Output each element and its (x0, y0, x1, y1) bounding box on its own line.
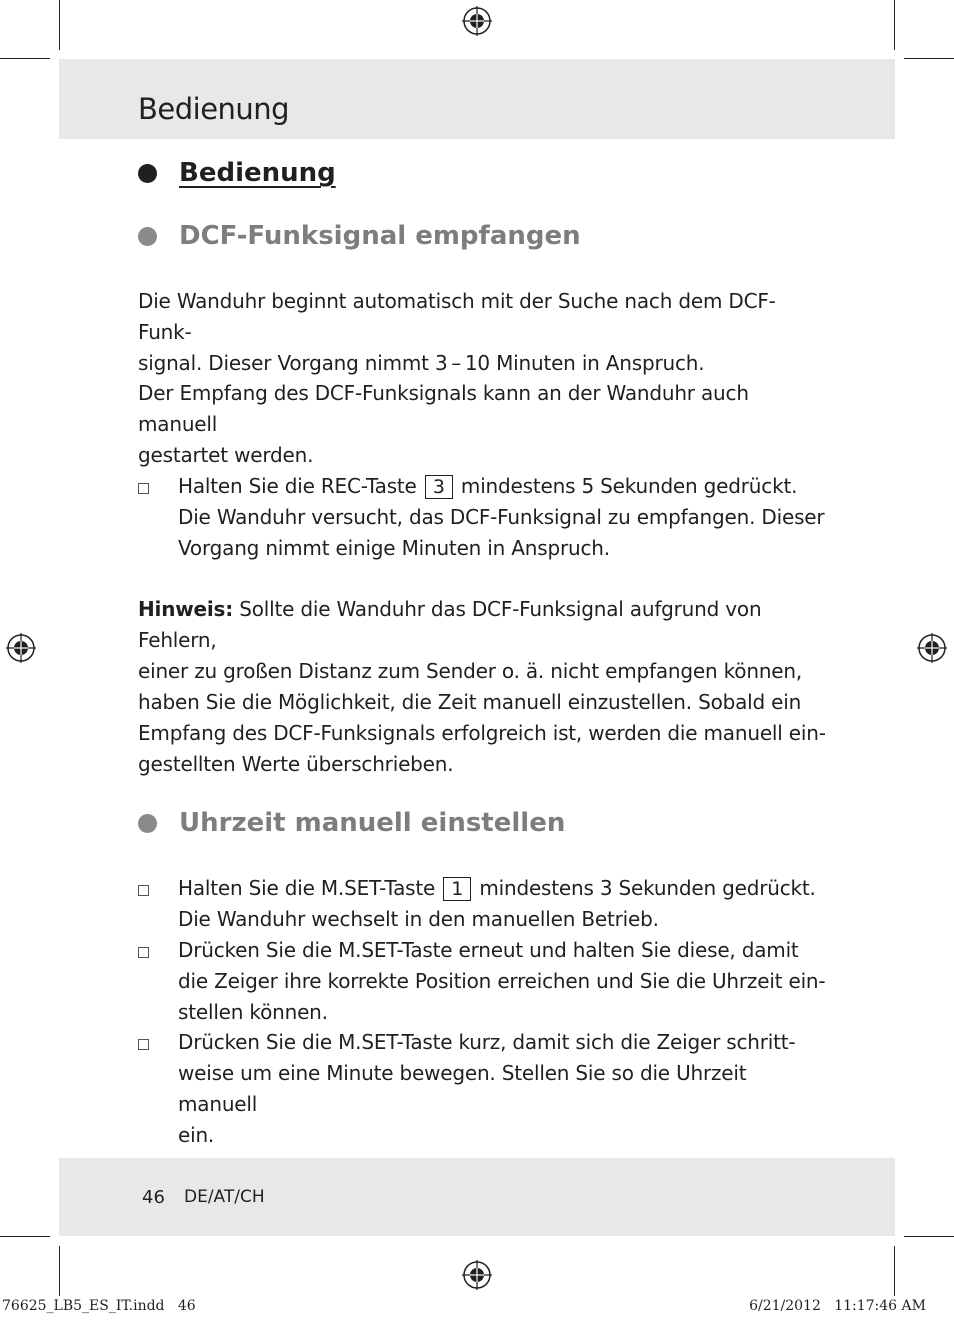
section-heading-dcf (138, 221, 581, 251)
crop-mark (904, 1236, 954, 1237)
list-item-mset-short (138, 1027, 828, 1151)
registration-mark-icon (917, 633, 947, 663)
slug-filename: 76625_LB5_ES_IT.indd 46 (2, 1298, 196, 1314)
registration-mark-icon (462, 1260, 492, 1290)
text-line: ein. (178, 1123, 215, 1147)
paragraph-dcf-intro (138, 286, 828, 379)
text-line: weise um eine Minute bewegen. Stellen Sie so die Uhrzeit manuell (178, 1061, 747, 1116)
checkbox-bullet-icon (138, 947, 149, 958)
step-text: mindestens 3 Sekunden gedrückt. (479, 876, 816, 900)
crop-mark (0, 1236, 50, 1237)
slug-timestamp: 6/21/2012 11:17:46 AM (749, 1298, 926, 1314)
list-item-rec-step (138, 471, 828, 564)
text-line: signal. Dieser Vorgang nimmt 3 – 10 Minuten in Anspruch. (138, 351, 705, 375)
text-line: Drücken Sie die M.SET-Taste erneut und halten Sie diese, damit (178, 938, 799, 962)
heading-text: Bedienung (179, 158, 336, 188)
step-text: mindestens 5 Sekunden gedrückt. (460, 474, 798, 498)
text-line: Die Wanduhr versucht, das DCF-Funksignal zu empfangen. Dieser (178, 505, 825, 529)
crop-mark (904, 58, 954, 59)
section-heading-uhrzeit (138, 808, 565, 838)
text-line: die Zeiger ihre korrekte Position erreichen und Sie die Uhrzeit ein- (178, 969, 826, 993)
region-label: DE/AT/CH (184, 1187, 265, 1207)
text-line: Der Empfang des DCF-Funksignals kann an der Wanduhr auch manuell (138, 381, 749, 436)
crop-mark (894, 0, 895, 50)
heading-text: Uhrzeit manuell einstellen (179, 808, 566, 838)
text-line: Die Wanduhr beginnt automatisch mit der Suche nach dem DCF-Funk- (138, 289, 776, 344)
key-number-badge: 1 (443, 877, 471, 901)
note-paragraph (138, 594, 828, 780)
list-item-mset-press-hold (138, 935, 828, 1028)
section-heading-bedienung (138, 158, 336, 188)
checkbox-bullet-icon (138, 885, 149, 896)
text-line: gestartet werden. (138, 443, 314, 467)
text-line: einer zu großen Distanz zum Sender o. ä. nicht empfangen können, (138, 659, 803, 683)
text-line: gestellten Werte überschrieben. (138, 752, 454, 776)
page-number: 46 (142, 1187, 165, 1208)
bullet-dot-icon (138, 164, 157, 183)
page-header-title: Bedienung (138, 92, 290, 126)
note-label: Hinweis: (138, 597, 234, 621)
crop-mark (0, 58, 50, 59)
bullet-dot-icon (138, 227, 157, 246)
text-line (178, 471, 828, 502)
bullet-dot-icon (138, 814, 157, 833)
text-line (138, 594, 828, 656)
text-line: Vorgang nimmt einige Minuten in Anspruch. (178, 536, 610, 560)
paragraph-dcf-manual (138, 378, 828, 471)
key-number-badge: 3 (425, 475, 453, 499)
text-line: stellen können. (178, 1000, 328, 1024)
checkbox-bullet-icon (138, 483, 149, 494)
list-item-mset-hold (138, 873, 828, 935)
text-line (178, 873, 828, 904)
text-line: haben Sie die Möglichkeit, die Zeit manuell einzustellen. Sobald ein (138, 690, 802, 714)
heading-text: DCF-Funksignal empfangen (179, 221, 581, 251)
crop-mark (59, 0, 60, 50)
registration-mark-icon (462, 6, 492, 36)
registration-mark-icon (6, 633, 36, 663)
step-text: Halten Sie die REC-Taste (178, 474, 417, 498)
text-line: Empfang des DCF-Funksignals erfolgreich ist, werden die manuell ein- (138, 721, 826, 745)
text-line: Drücken Sie die M.SET-Taste kurz, damit sich die Zeiger schritt- (178, 1030, 796, 1054)
crop-mark (59, 1246, 60, 1296)
checkbox-bullet-icon (138, 1039, 149, 1050)
text-line: Die Wanduhr wechselt in den manuellen Betrieb. (178, 907, 659, 931)
crop-mark (894, 1246, 895, 1296)
note-text: Sollte die Wanduhr das DCF-Funksignal aufgrund von Fehlern, (138, 597, 762, 652)
step-text: Halten Sie die M.SET-Taste (178, 876, 436, 900)
